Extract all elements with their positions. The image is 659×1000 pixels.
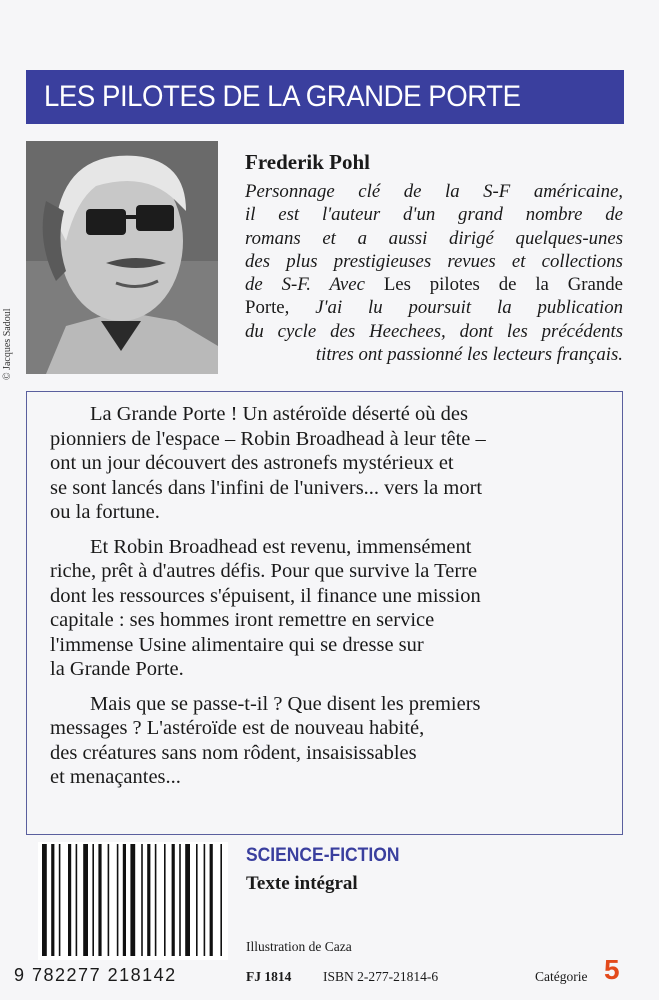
blurb-line: capitale : ses hommes iront remettre en service xyxy=(50,609,435,631)
blurb-line: dont les ressources s'épuisent, il finance une mission xyxy=(50,584,481,607)
bio-text: des plus prestigieuses revues et collections xyxy=(245,250,623,272)
barcode-bar xyxy=(155,844,157,956)
blurb-line: riche, prêt à d'autres défis. Pour que survive la Terre xyxy=(50,560,478,582)
barcode-bar xyxy=(76,844,78,956)
bio-line xyxy=(245,180,623,203)
barcode-digits: 9 782277 218142 xyxy=(14,965,177,985)
bio-line xyxy=(245,343,623,366)
barcode-bar xyxy=(185,844,190,956)
barcode-bar xyxy=(83,844,88,956)
bio-line xyxy=(245,296,623,319)
blurb-line: La Grande Porte ! Un astéroïde déserté où des xyxy=(90,403,468,425)
book-blurb xyxy=(50,402,580,800)
blurb-line: ont un jour découvert des astronefs mystérieux et xyxy=(50,452,454,474)
category-number: 5 xyxy=(604,954,620,985)
bio-line xyxy=(245,250,623,273)
bio-text: J'ai lu poursuit la publication xyxy=(289,297,623,319)
blurb-paragraph xyxy=(50,692,580,790)
barcode-bar xyxy=(147,844,150,956)
blurb-line: se sont lancés dans l'infini de l'univers... vers la mort xyxy=(50,476,483,499)
blurb-line: Et Robin Broadhead est revenu, immensément xyxy=(90,535,472,558)
blurb-line: des créatures sans nom rôdent, insaisissables xyxy=(50,741,417,764)
edition-label: Texte intégral xyxy=(246,873,358,894)
barcode-bar xyxy=(42,844,47,956)
blurb-line: la Grande Porte. xyxy=(50,658,184,680)
blurb-line: Mais que se passe-t-il ? Que disent les premiers xyxy=(90,692,481,715)
category-label: Catégorie xyxy=(535,969,588,984)
blurb-paragraph xyxy=(50,535,580,682)
barcode-bar xyxy=(164,844,166,956)
barcode-bar xyxy=(98,844,101,956)
bio-line xyxy=(245,320,623,343)
blurb-line: pionniers de l'espace – Robin Broadhead à leur tête – xyxy=(50,427,486,450)
barcode-bar xyxy=(59,844,61,956)
blurb-line: et menaçantes... xyxy=(50,766,181,788)
blurb-line: messages ? L'astéroïde est de nouveau habité, xyxy=(50,717,425,739)
barcode-bar xyxy=(108,844,110,956)
barcode-bar xyxy=(51,844,54,956)
barcode-bar xyxy=(179,844,181,956)
bio-text: du cycle des Heechees, dont les précédents xyxy=(245,320,623,342)
barcode-bar xyxy=(196,844,198,956)
bio-text: Personnage clé de la S-F américaine, xyxy=(245,181,623,202)
blurb-line: l'immense Usine alimentaire qui se dresse sur xyxy=(50,633,424,656)
bio-text: de S-F. Avec xyxy=(245,274,384,296)
author-bio xyxy=(245,180,623,366)
photo-credit: © Jacques Sadoul xyxy=(2,308,13,380)
barcode-bar xyxy=(123,844,126,956)
title-banner xyxy=(26,70,624,124)
barcode-bar xyxy=(130,844,135,956)
blurb-paragraph xyxy=(50,402,580,525)
barcode xyxy=(38,842,228,960)
barcode-bar xyxy=(92,844,94,956)
isbn: ISBN 2-277-21814-6 xyxy=(323,969,439,984)
bio-text: il est l'auteur d'un grand nombre de xyxy=(245,204,623,226)
bio-text: romans et a aussi dirigé quelques-unes xyxy=(245,227,623,249)
bio-line xyxy=(245,227,623,250)
barcode-bar xyxy=(220,844,222,956)
barcode-bar xyxy=(210,844,213,956)
book-title: LES PILOTES DE LA GRANDE PORTE xyxy=(44,80,521,113)
barcode-bar xyxy=(117,844,119,956)
bio-line xyxy=(245,203,623,226)
genre-label: SCIENCE-FICTION xyxy=(246,845,400,866)
barcode-bar xyxy=(141,844,143,956)
bio-line xyxy=(245,273,623,296)
bio-text: titres ont passionné les lecteurs français. xyxy=(315,344,623,366)
author-portrait-image xyxy=(26,141,218,374)
blurb-line: ou la fortune. xyxy=(50,501,160,523)
bio-book-title: Les pilotes de la Grande xyxy=(383,274,624,296)
barcode-bars xyxy=(38,842,228,960)
catalog-code: FJ 1814 xyxy=(246,969,292,984)
author-photo xyxy=(26,141,218,374)
barcode-bar xyxy=(68,844,71,956)
illustration-credit: Illustration de Caza xyxy=(246,939,352,954)
barcode-bar xyxy=(172,844,175,956)
author-name: Frederik Pohl xyxy=(245,150,371,174)
bio-book-title: Porte, xyxy=(245,297,290,319)
barcode-bar xyxy=(204,844,206,956)
